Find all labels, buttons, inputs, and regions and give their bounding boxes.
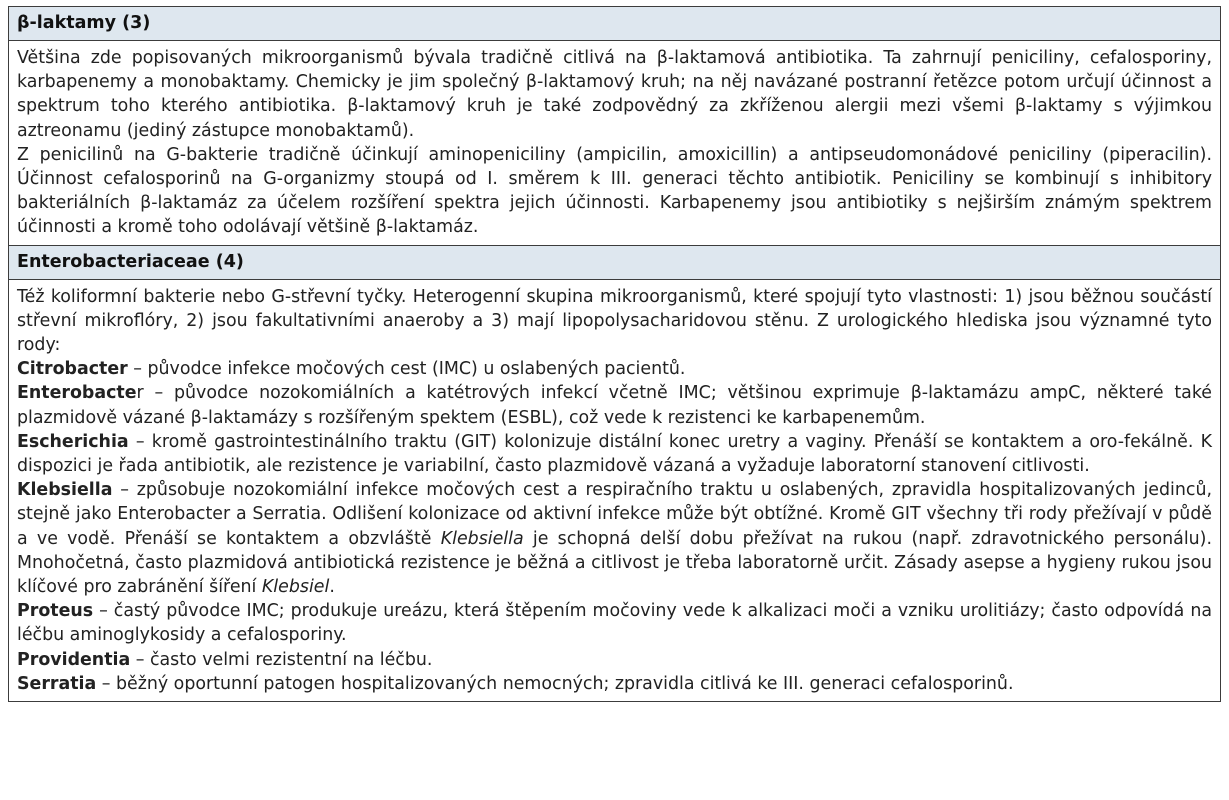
entry-name: Proteus bbox=[17, 601, 94, 622]
entry-name: Providentia bbox=[17, 649, 131, 670]
entry-text: – častý původce IMC; produkuje ureázu, která štěpením močoviny vede k alkalizaci moči a vzniku urolitiázy; často odpovídá na léčbu aminoglykosidy a cefalosporiny. bbox=[17, 601, 1212, 646]
paragraph: Z penicilinů na G-bakterie tradičně účinkují aminopeniciliny (ampicilin, amoxicillin) a antipseudomonádové peniciliny (piperacilin). Účinnost cefalosporinů na G-organizmy stoupá od I. směrem k III. generaci těchto antibiotik. Peniciliny se kombinují s inhibitory bakteriálních β-laktamáz za účelem rozšíření spektra jejich účinnosti. Karbapenemy jsou antibiotiky s nejširším známým spektrem účinnosti a kromě toho odolávají většině β-laktamáz. bbox=[17, 144, 1212, 238]
document-box bbox=[8, 6, 1221, 702]
section-body-beta-lactams bbox=[9, 41, 1220, 245]
entry-name: Escherichia bbox=[17, 431, 129, 452]
entry-name: Serratia bbox=[17, 673, 97, 694]
entry-text: – kromě gastrointestinálního traktu (GIT) kolonizuje distální konec uretry a vaginy. Přenáší se kontaktem a oro-fekálně. K dispozici je řada antibiotik, ale rezistence je variabilní, často plazmidově vázaná a vyžaduje laboratorní stanovení citlivosti. bbox=[17, 431, 1212, 477]
section-enterobacteriaceae bbox=[9, 245, 1220, 701]
entry-text: – běžný oportunní patogen hospitalizovaných nemocných; zpravidla citlivá ke III. generaci cefalosporinů. bbox=[96, 673, 1014, 694]
entry-name: Enterobacte bbox=[17, 383, 137, 404]
section-beta-lactams bbox=[9, 7, 1220, 245]
entry-citrobacter bbox=[17, 357, 1212, 381]
entry-text: – původce infekce močových cest (IMC) u oslabených pacientů. bbox=[127, 359, 686, 380]
section-title-beta-lactams: β-laktamy (3) bbox=[9, 7, 1220, 41]
entry-italic-text: Klebsiel bbox=[261, 577, 330, 598]
section-body-enterobacteriaceae bbox=[9, 280, 1220, 701]
entry-name: Citrobacter bbox=[17, 359, 128, 380]
entry-name: Klebsiella bbox=[17, 480, 113, 501]
entry-text: – často velmi rezistentní na léčbu. bbox=[130, 649, 433, 670]
entry-name-suffix: r bbox=[136, 383, 144, 404]
entry-enterobacter bbox=[17, 381, 1212, 429]
entry-proteus bbox=[17, 599, 1212, 647]
entry-klebsiella bbox=[17, 478, 1212, 599]
intro-paragraph: Též koliformní bakterie nebo G-střevní tyčky. Heterogenní skupina mikroorganismů, které spojují tyto vlastnosti: 1) jsou běžnou součástí střevní mikroflóry, 2) jsou fakultativními anaeroby a 3) mají lipopolysacharidovou stěnu. Z urologického hlediska jsou významné tyto rody: bbox=[17, 286, 1212, 356]
entry-italic-text: Klebsiella bbox=[440, 528, 524, 549]
entry-text: – způsobuje nozokomiální infekce močových cest a respiračního traktu u oslabených, zpravidla hospitalizovaných jedinců, stejně jako Enterobacter a Serratia. Odlišení kolonizace od aktivní infekce může být obtížné. Kromě GIT všechny tři rody přežívají v půdě a ve vodě. Přenáší se kontaktem a obzvláště bbox=[17, 480, 1212, 549]
entry-providentia bbox=[17, 648, 1212, 672]
paragraph: Většina zde popisovaných mikroorganismů bývala tradičně citlivá na β-laktamová antibiotika. Ta zahrnují peniciliny, cefalosporiny, karbapenemy a monobaktamy. Chemicky je jim společný β-laktamový kruh; na něj navázané postranní řetězce potom určují účinnost a spektrum toho kterého antibiotika. β-laktamový kruh je také zodpovědný za zkříženou alergii mezi všemi β-laktamy s výjimkou aztreonamu (jediný zástupce monobaktamů). bbox=[17, 48, 1212, 141]
entry-text: . bbox=[329, 577, 335, 598]
entry-text: – původce nozokomiálních a katétrových infekcí včetně IMC; většinou exprimuje β-laktamázu ampC, některé také plazmidově vázané β-laktamázy s rozšířeným spektem (ESBL), což vede k rezistenci ke karbapenemům. bbox=[17, 383, 1212, 428]
section-title-enterobacteriaceae: Enterobacteriaceae (4) bbox=[9, 246, 1220, 280]
entry-serratia bbox=[17, 672, 1212, 696]
entry-escherichia bbox=[17, 430, 1212, 478]
entry-text: je schopná delší dobu přežívat na rukou (např. zdravotnického personálu). Mnohočetná, často plazmidová antibiotická rezistence je běžná a citlivost je třeba laboratorně určit. Zásady asepse a hygieny rukou jsou klíčové pro zabránění šíření bbox=[17, 528, 1212, 598]
